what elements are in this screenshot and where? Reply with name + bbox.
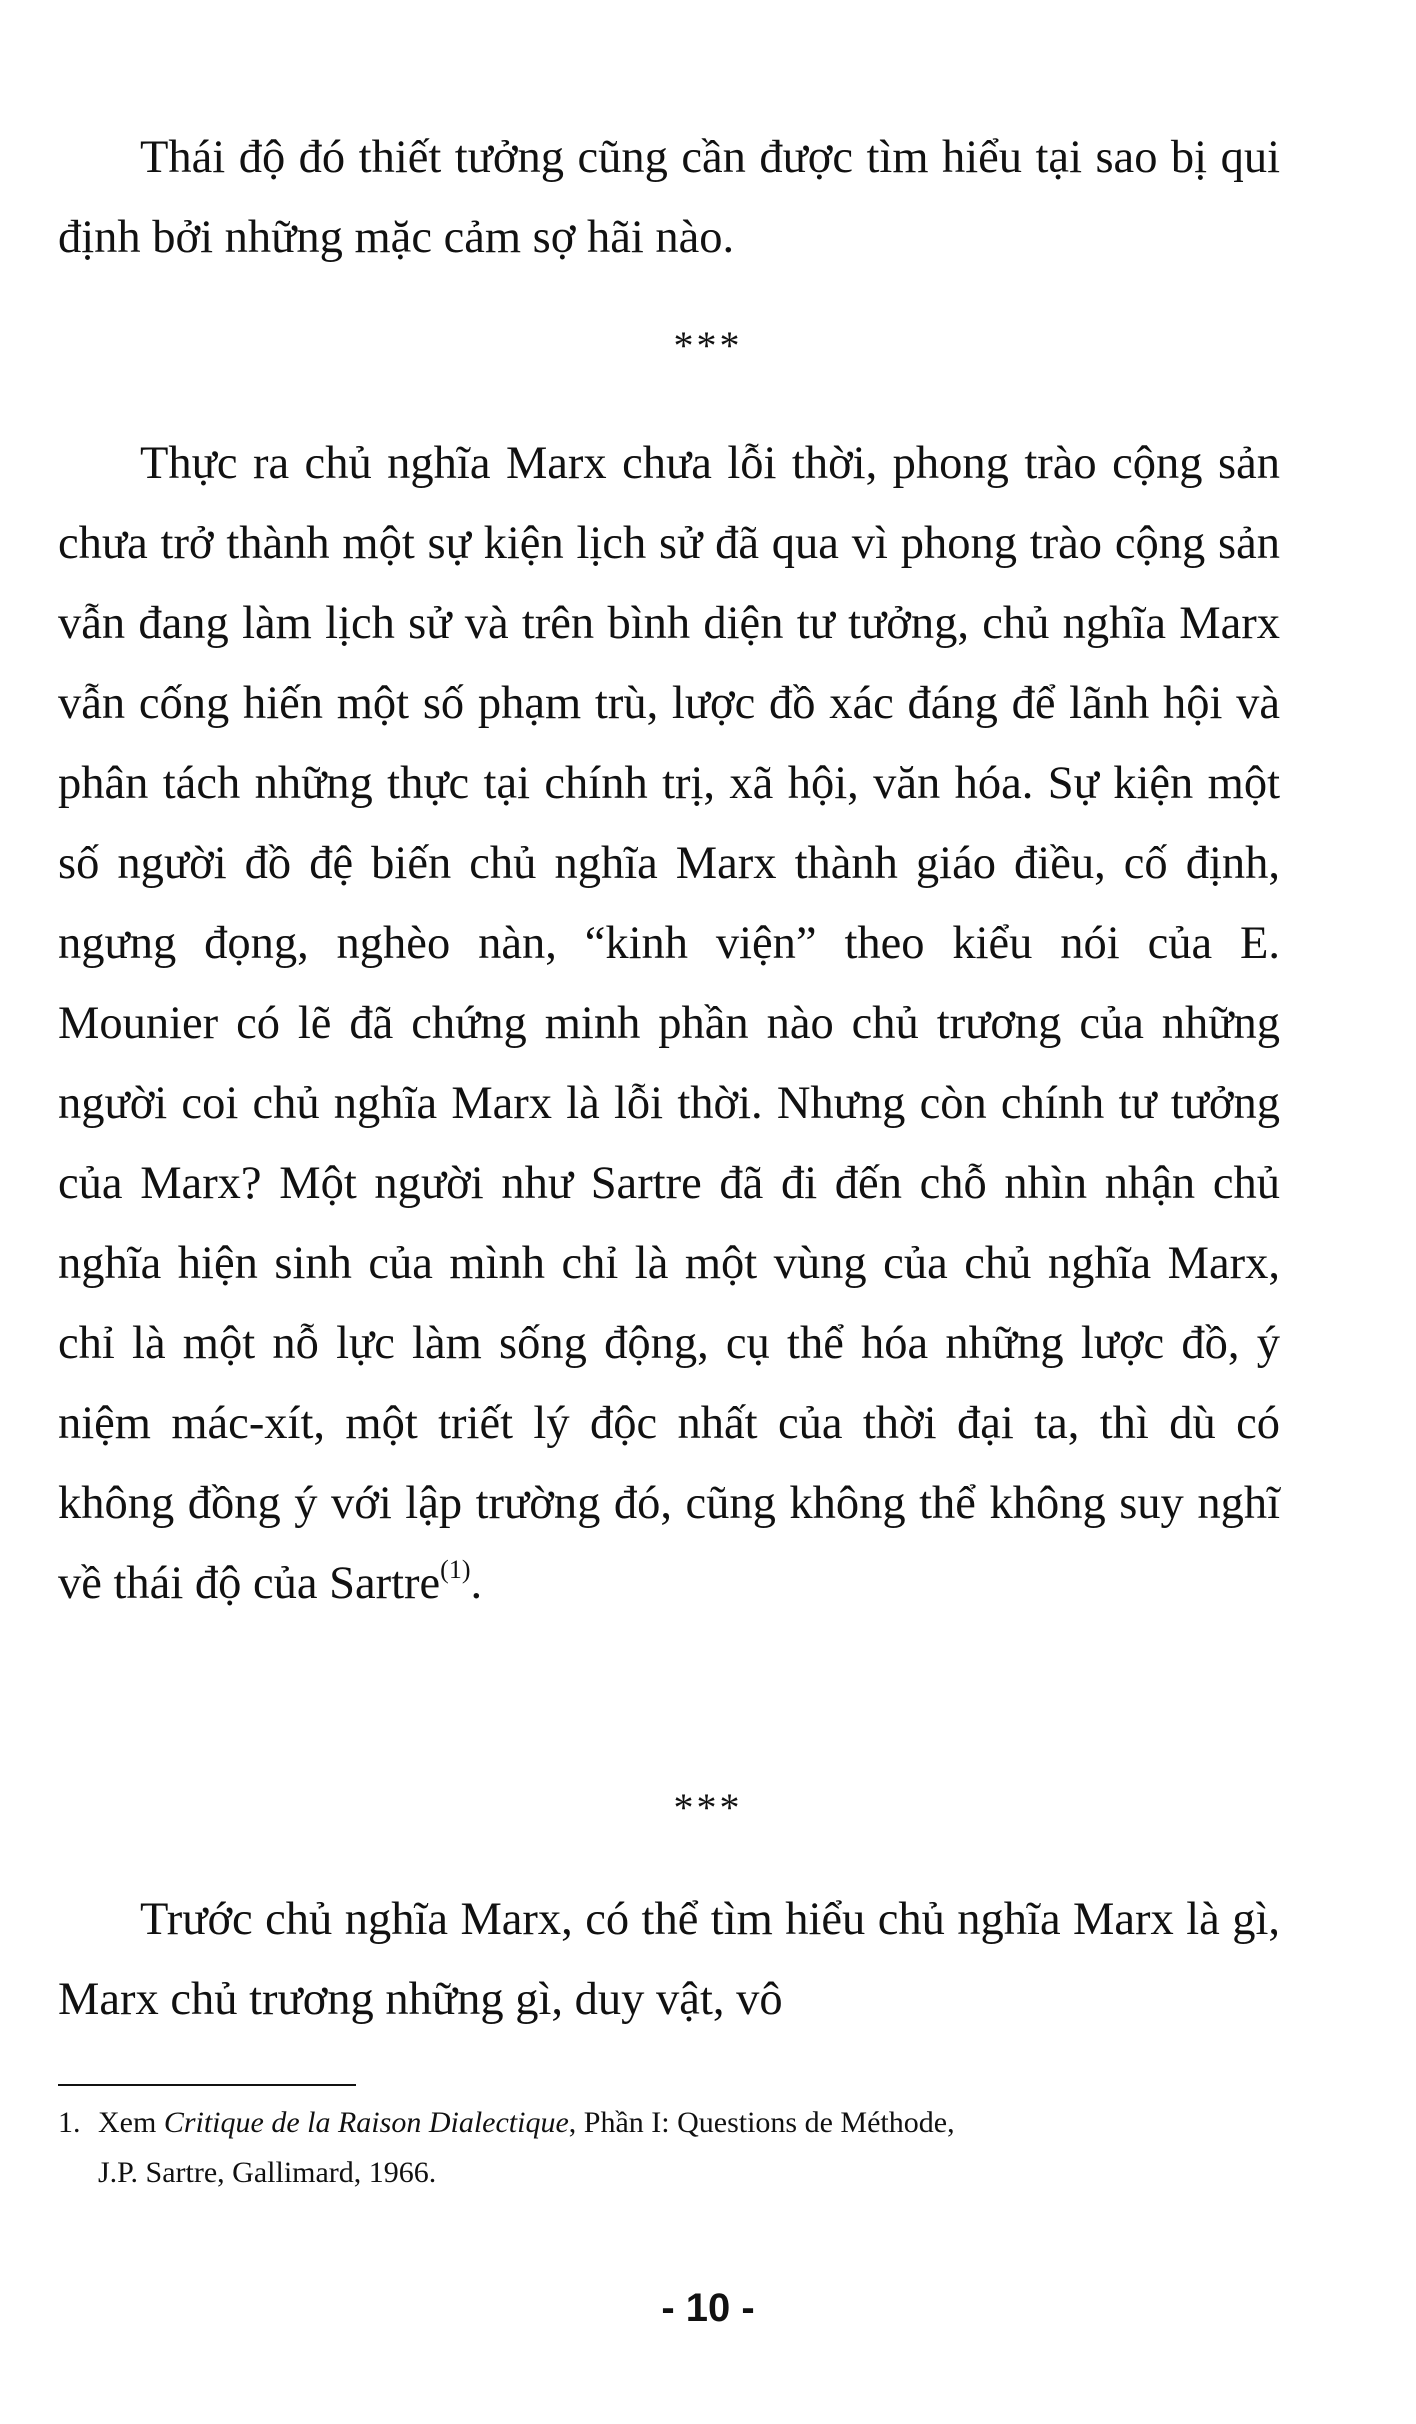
- section-separator-2: ***: [673, 1785, 743, 1830]
- footnote-line-2: J.P. Sartre, Gallimard, 1966.: [98, 2156, 437, 2189]
- footnote-book-title: Critique de la Raison Dialectique: [163, 2106, 569, 2139]
- paragraph-3: [58, 1880, 1280, 2040]
- paragraph-1: [58, 118, 1280, 278]
- section-separator-1: ***: [673, 323, 743, 368]
- paragraph-2-end: .: [470, 1558, 483, 1609]
- footnote-reference[interactable]: (1): [440, 1555, 471, 1584]
- footnote: [58, 2098, 1288, 2198]
- footnote-prefix: Xem: [98, 2106, 157, 2139]
- footnote-number: 1.: [58, 2106, 81, 2139]
- footnote-divider: [58, 2084, 356, 2086]
- footnote-line-1: [58, 2098, 1288, 2148]
- footnote-part: , Phần I: Questions de Méthode,: [568, 2106, 955, 2139]
- paragraph-2: [58, 424, 1280, 1624]
- paragraph-1-text: Thái độ đó thiết tưởng cũng cần được tìm hiểu tại sao bị qui định bởi những mặc cảm sợ hãi nào.: [58, 132, 1280, 263]
- page-number: - 10 -: [661, 2286, 755, 2330]
- paragraph-2-text: Thực ra chủ nghĩa Marx chưa lỗi thời, phong trào cộng sản chưa trở thành một sự kiện lịch sử đã qua vì phong trào cộng sản vẫn đang làm lịch sử và trên bình diện tư tưởng, chủ nghĩa Marx vẫn cống hiến một số phạm trù, lược đồ xác đáng để lãnh hội và phân tách những thực tại chính trị, xã hội, văn hóa. Sự kiện một số người đồ đệ biến chủ nghĩa Marx thành giáo điều, cố định, ngưng đọng, nghèo nàn, “kinh viện” theo kiểu nói của E. Mounier có lẽ đã chứng minh phần nào chủ trương của những người coi chủ nghĩa Marx là lỗi thời. Nhưng còn chính tư tưởng của Marx? Một người như Sartre đã đi đến chỗ nhìn nhận chủ nghĩa hiện sinh của mình chỉ là một vùng của chủ nghĩa Marx, chỉ là một nỗ lực làm sống động, cụ thể hóa những lược đồ, ý niệm mác-xít, một triết lý độc nhất của thời đại ta, thì dù có không đồng ý với lập trường đó, cũng không thể không suy nghĩ về thái độ của Sartre: [58, 438, 1280, 1609]
- paragraph-3-text: Trước chủ nghĩa Marx, có thể tìm hiểu chủ nghĩa Marx là gì, Marx chủ trương những gì, duy vật, vô: [58, 1894, 1280, 2025]
